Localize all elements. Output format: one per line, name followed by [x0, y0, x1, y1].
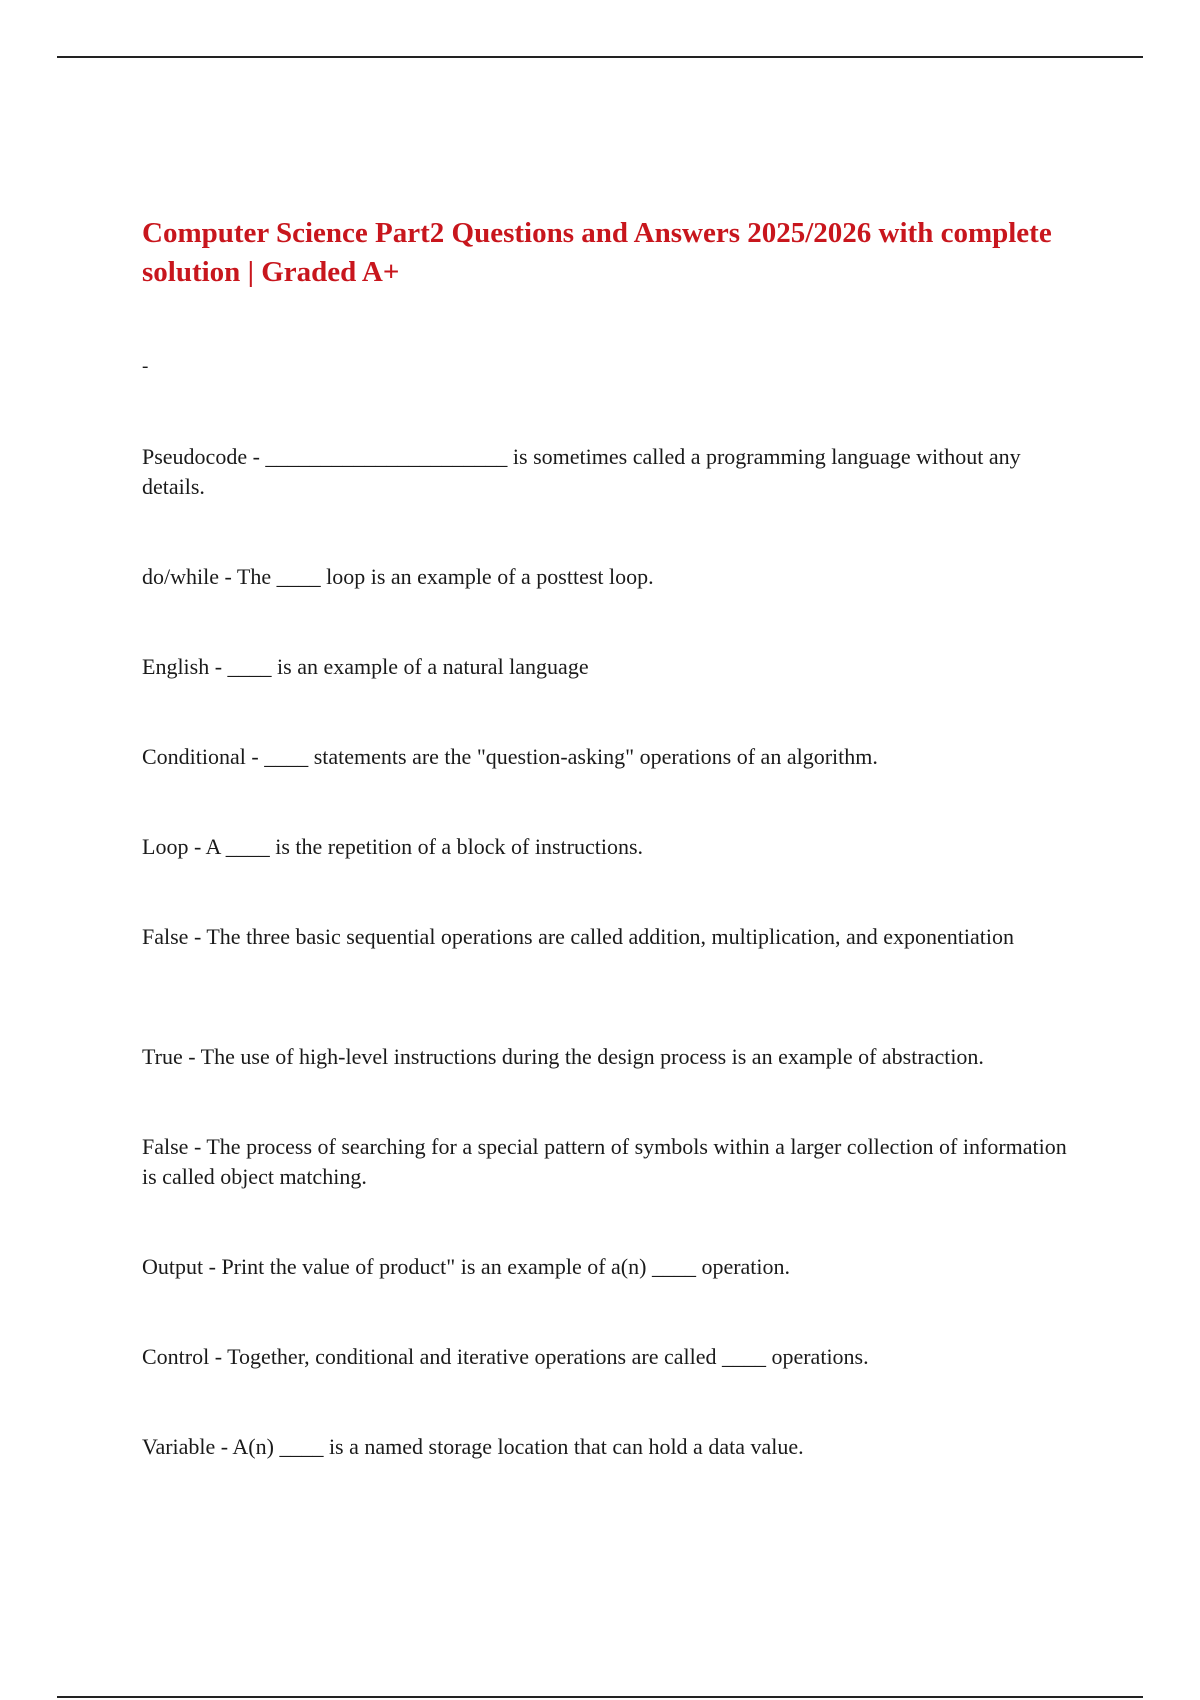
- qa-item: False - The three basic sequential operations are called addition, multiplication, and exponentiation: [142, 924, 1014, 949]
- top-rule: [57, 56, 1143, 58]
- qa-item: Conditional - ____ statements are the "question-asking" operations of an algorithm.: [142, 744, 878, 769]
- qa-item: True - The use of high-level instructions during the design process is an example of abstraction.: [142, 1044, 984, 1069]
- qa-item: Control - Together, conditional and iterative operations are called ____ operations.: [142, 1344, 869, 1369]
- qa-item: English - ____ is an example of a natural language: [142, 654, 589, 679]
- document-title: Computer Science Part2 Questions and Answers 2025/2026 with complete solution | Graded A+: [142, 217, 1052, 288]
- qa-item: Variable - A(n) ____ is a named storage location that can hold a data value.: [142, 1434, 804, 1459]
- qa-item: Loop - A ____ is the repetition of a block of instructions.: [142, 834, 644, 859]
- qa-item: do/while - The ____ loop is an example of a posttest loop.: [142, 564, 654, 589]
- qa-item: Output - Print the value of product" is an example of a(n) ____ operation.: [142, 1254, 791, 1279]
- bottom-rule: [57, 1696, 1143, 1698]
- qa-item: False - The process of searching for a special pattern of symbols within a larger collection of information is called object matching.: [142, 1134, 1067, 1189]
- separator-dash: -: [142, 356, 149, 377]
- qa-item: Pseudocode - ______________________ is sometimes called a programming language without any details.: [142, 444, 1021, 499]
